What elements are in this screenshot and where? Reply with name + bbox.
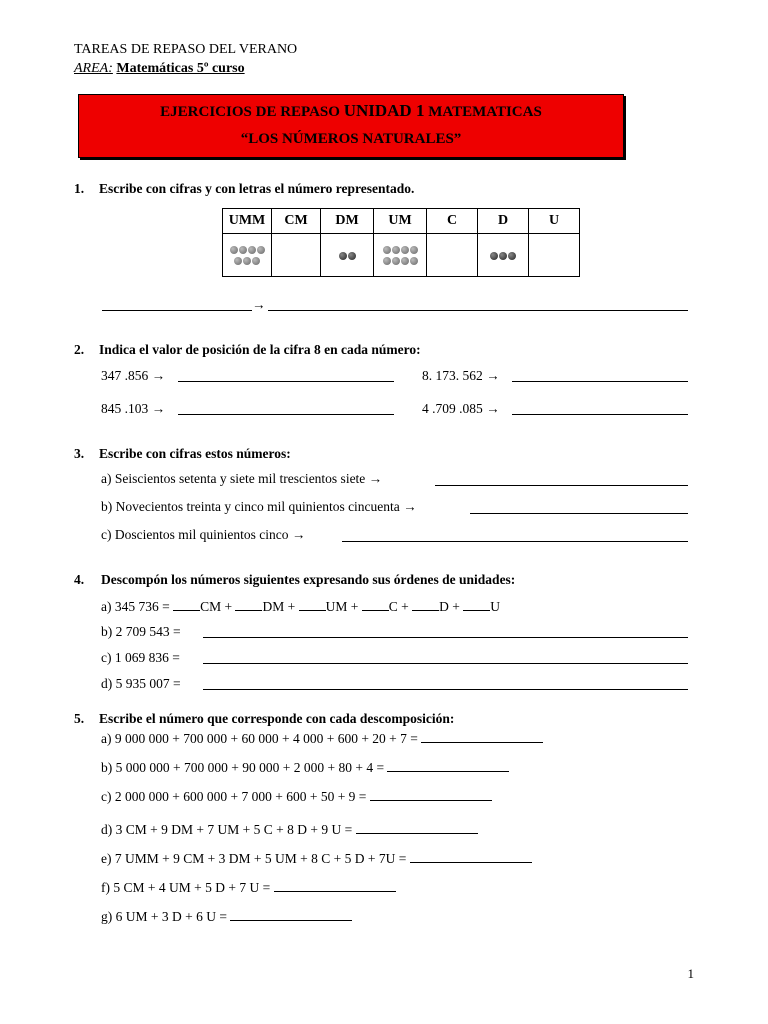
answer-blank[interactable] [203, 637, 688, 638]
answer-blank[interactable] [435, 485, 688, 486]
q5-item: d) 3 CM + 9 DM + 7 UM + 5 C + 8 D + 9 U = [101, 821, 478, 838]
banner-subtitle: “LOS NÚMEROS NATURALES” [240, 131, 462, 147]
q4-item-a: a) 345 736 = CM + DM + UM + C + D + U [101, 599, 500, 614]
title-banner [78, 94, 624, 158]
q5-item: f) 5 CM + 4 UM + 5 D + 7 U = [101, 879, 396, 896]
subject: Matemáticas 5º curso [116, 61, 245, 76]
column-header: UMM [223, 209, 272, 234]
banner-title: EJERCICIOS DE REPASO UNIDAD 1 MATEMATICAS [160, 101, 542, 120]
q3-item: a) Seiscientos setenta y siete mil trescientos siete → [101, 471, 383, 486]
q2-item: 8. 173. 562 → [422, 368, 500, 383]
answer-blank-words[interactable] [268, 310, 688, 311]
counter-bead [490, 252, 498, 260]
area-label: AREA: [74, 61, 113, 76]
answer-blank-number[interactable] [102, 310, 252, 311]
counter-bead [392, 246, 400, 254]
column-header: CM [272, 209, 321, 234]
counter-bead [499, 252, 507, 260]
counter-cell [223, 234, 272, 277]
counter-bead [339, 252, 347, 260]
counter-bead [410, 246, 418, 254]
counter-bead [252, 257, 260, 265]
answer-blank[interactable] [203, 663, 688, 664]
q2-item: 347 .856 → [101, 368, 166, 383]
counter-bead [401, 246, 409, 254]
q3-item: b) Novecientos treinta y cinco mil quinientos cincuenta → [101, 499, 417, 514]
q5-item: e) 7 UMM + 9 CM + 3 DM + 5 UM + 8 C + 5 D + 7U = [101, 850, 532, 867]
counter-bead [401, 257, 409, 265]
answer-blank[interactable] [512, 381, 688, 382]
q5-item: b) 5 000 000 + 700 000 + 90 000 + 2 000 + 80 + 4 = [101, 759, 509, 776]
column-header: UM [374, 209, 427, 234]
counter-cell [478, 234, 529, 277]
page-number: 1 [687, 966, 694, 981]
q3-item: c) Doscientos mil quinientos cinco → [101, 527, 306, 542]
column-header: D [478, 209, 529, 234]
answer-blank[interactable] [178, 414, 394, 415]
q5-item: a) 9 000 000 + 700 000 + 60 000 + 4 000 + 600 + 20 + 7 = [101, 730, 543, 747]
arrow: → [252, 297, 266, 312]
counter-bead [392, 257, 400, 265]
counter-bead [243, 257, 251, 265]
counter-bead [508, 252, 516, 260]
counter-bead [410, 257, 418, 265]
column-header: DM [321, 209, 374, 234]
q2-item: 4 .709 .085 → [422, 401, 500, 416]
answer-blank[interactable] [342, 541, 688, 542]
q4-item: d) 5 935 007 = [101, 676, 181, 691]
q5-item: c) 2 000 000 + 600 000 + 7 000 + 600 + 50 + 9 = [101, 788, 492, 805]
column-header: C [427, 209, 478, 234]
counter-cell [529, 234, 580, 277]
counter-bead [348, 252, 356, 260]
counter-bead [239, 246, 247, 254]
q2-item: 845 .103 → [101, 401, 166, 416]
counter-bead [248, 246, 256, 254]
counter-cell [272, 234, 321, 277]
answer-blank[interactable] [203, 689, 688, 690]
counter-bead [234, 257, 242, 265]
answer-blank[interactable] [178, 381, 394, 382]
counter-bead [383, 246, 391, 254]
counter-bead [230, 246, 238, 254]
column-header: U [529, 209, 580, 234]
counter-cell [427, 234, 478, 277]
place-value-table [222, 208, 580, 277]
area-line [74, 61, 245, 77]
counter-cell [321, 234, 374, 277]
counter-cell [374, 234, 427, 277]
q4-item: b) 2 709 543 = [101, 624, 181, 639]
worksheet-header: TAREAS DE REPASO DEL VERANO [74, 42, 298, 57]
answer-blank[interactable] [470, 513, 688, 514]
q5-item: g) 6 UM + 3 D + 6 U = [101, 908, 352, 925]
q4-item: c) 1 069 836 = [101, 650, 180, 665]
counter-bead [257, 246, 265, 254]
counter-bead [383, 257, 391, 265]
answer-blank[interactable] [512, 414, 688, 415]
